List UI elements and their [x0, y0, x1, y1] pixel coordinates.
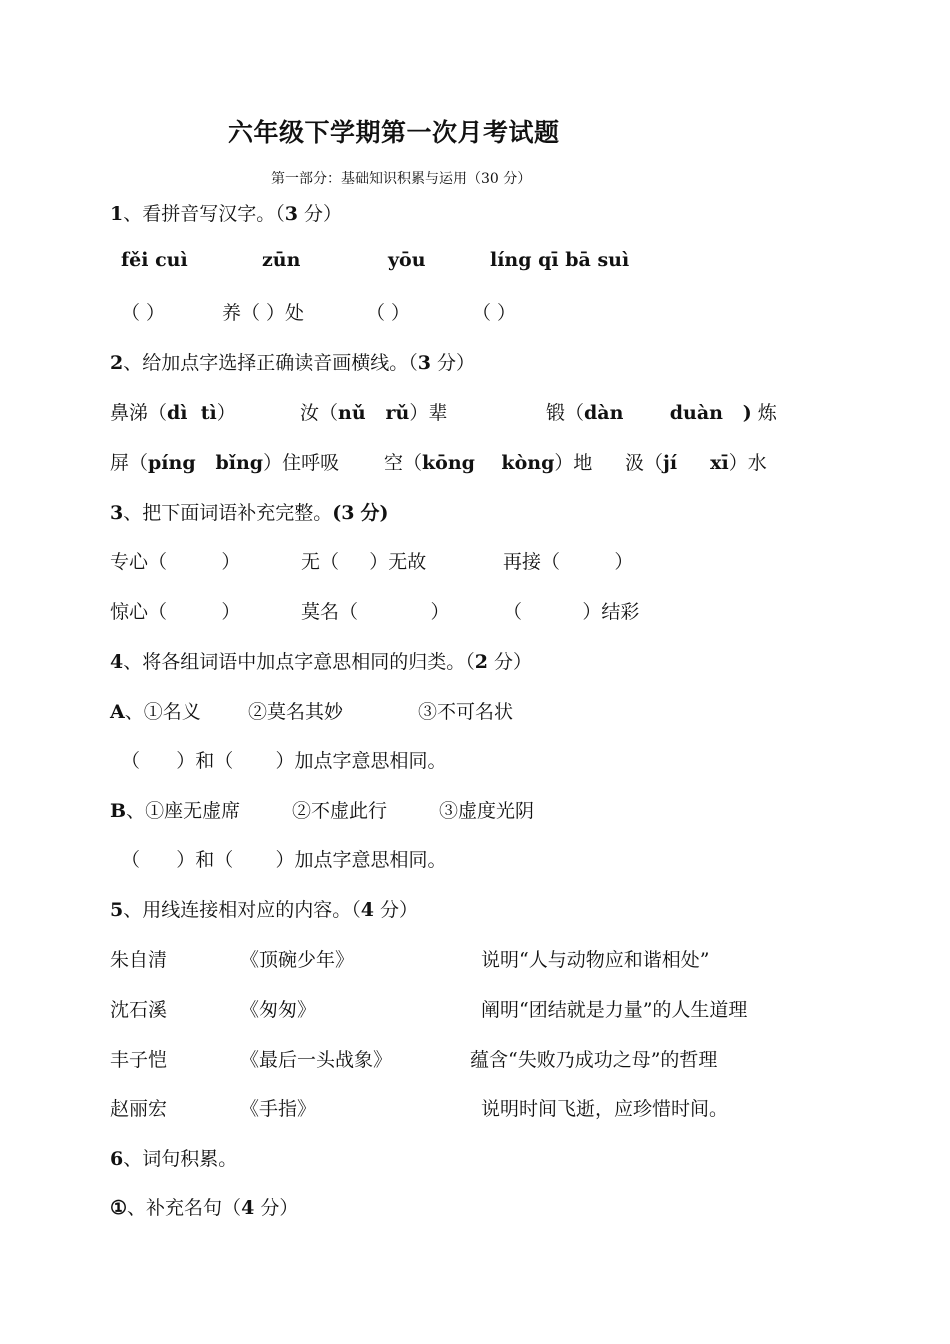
- author-name: 朱自清: [110, 949, 168, 971]
- idiom-blank[interactable]: 惊心（ ）: [110, 601, 241, 623]
- group-b-words: B、①座无虚席: [110, 800, 241, 822]
- idiom-blank[interactable]: （ ）结彩: [503, 601, 640, 623]
- reading-choice[interactable]: 锻（dàn duàn ) 炼: [546, 402, 777, 424]
- reading-choice[interactable]: 鼻涕（dì tì）: [110, 402, 236, 424]
- idiom-blank[interactable]: 无（ ）无故: [301, 551, 427, 573]
- group-b-word: ②不虚此行: [292, 800, 388, 822]
- answer-blank[interactable]: 养（ ）处: [222, 302, 305, 324]
- reading-choice[interactable]: 空（kōng kòng）地: [384, 452, 593, 474]
- pinyin-item: zūn: [262, 249, 301, 271]
- group-a-words: A、①名义: [110, 701, 201, 723]
- question-3-heading: 3、把下面词语补充完整。(3 分): [110, 502, 389, 524]
- group-a-word: ②莫名其妙: [248, 701, 344, 723]
- pinyin-item: yōu: [388, 249, 426, 271]
- pinyin-item: fěi cuì: [121, 249, 188, 271]
- work-title: 《最后一头战象》: [240, 1049, 393, 1071]
- work-meaning: 蕴含“失败乃成功之母”的哲理: [470, 1049, 718, 1071]
- reading-choice[interactable]: 汲（jí xī）水: [625, 452, 767, 474]
- question-2-heading: 2、给加点字选择正确读音画横线。（3 分）: [110, 352, 476, 374]
- question-6-heading: 6、词句积累。: [110, 1148, 238, 1170]
- work-title: 《手指》: [240, 1098, 317, 1120]
- work-title: 《顶碗少年》: [240, 949, 355, 971]
- group-b-word: ③虚度光阴: [439, 800, 535, 822]
- answer-blank[interactable]: （ ）: [121, 302, 166, 324]
- question-1-heading: 1、看拼音写汉字。（3 分）: [110, 203, 343, 225]
- work-meaning: 说明时间飞逝，应珍惜时间。: [481, 1098, 729, 1120]
- group-a-word: ③不可名状: [418, 701, 514, 723]
- question-6-sub-1: ①、补充名句（4 分）: [110, 1197, 299, 1219]
- idiom-blank[interactable]: 再接（ ）: [503, 551, 634, 573]
- work-meaning: 阐明“团结就是力量”的人生道理: [481, 999, 748, 1021]
- work-title: 《匆匆》: [240, 999, 317, 1021]
- reading-choice[interactable]: 屏（píng bǐng）住呼吸: [110, 452, 340, 474]
- group-b-answer[interactable]: （ ）和（ ）加点字意思相同。: [121, 849, 447, 871]
- page-title: 六年级下学期第一次月考试题: [228, 118, 560, 147]
- author-name: 沈石溪: [110, 999, 168, 1021]
- work-meaning: 说明“人与动物应和谐相处”: [481, 949, 710, 971]
- question-5-heading: 5、用线连接相对应的内容。（4 分）: [110, 899, 419, 921]
- pinyin-item: líng qī bā suì: [490, 249, 630, 271]
- answer-blank[interactable]: （ ）: [366, 302, 411, 324]
- author-name: 丰子恺: [110, 1049, 168, 1071]
- idiom-blank[interactable]: 莫名（ ）: [301, 601, 450, 623]
- idiom-blank[interactable]: 专心（ ）: [110, 551, 241, 573]
- section-subtitle: 第一部分：基础知识积累与运用（30 分）: [271, 171, 532, 187]
- reading-choice[interactable]: 汝（nǔ rǔ）辈: [300, 402, 448, 424]
- author-name: 赵丽宏: [110, 1098, 168, 1120]
- question-4-heading: 4、将各组词语中加点字意思相同的归类。（2 分）: [110, 651, 533, 673]
- answer-blank[interactable]: （ ）: [472, 302, 517, 324]
- group-a-answer[interactable]: （ ）和（ ）加点字意思相同。: [121, 750, 447, 772]
